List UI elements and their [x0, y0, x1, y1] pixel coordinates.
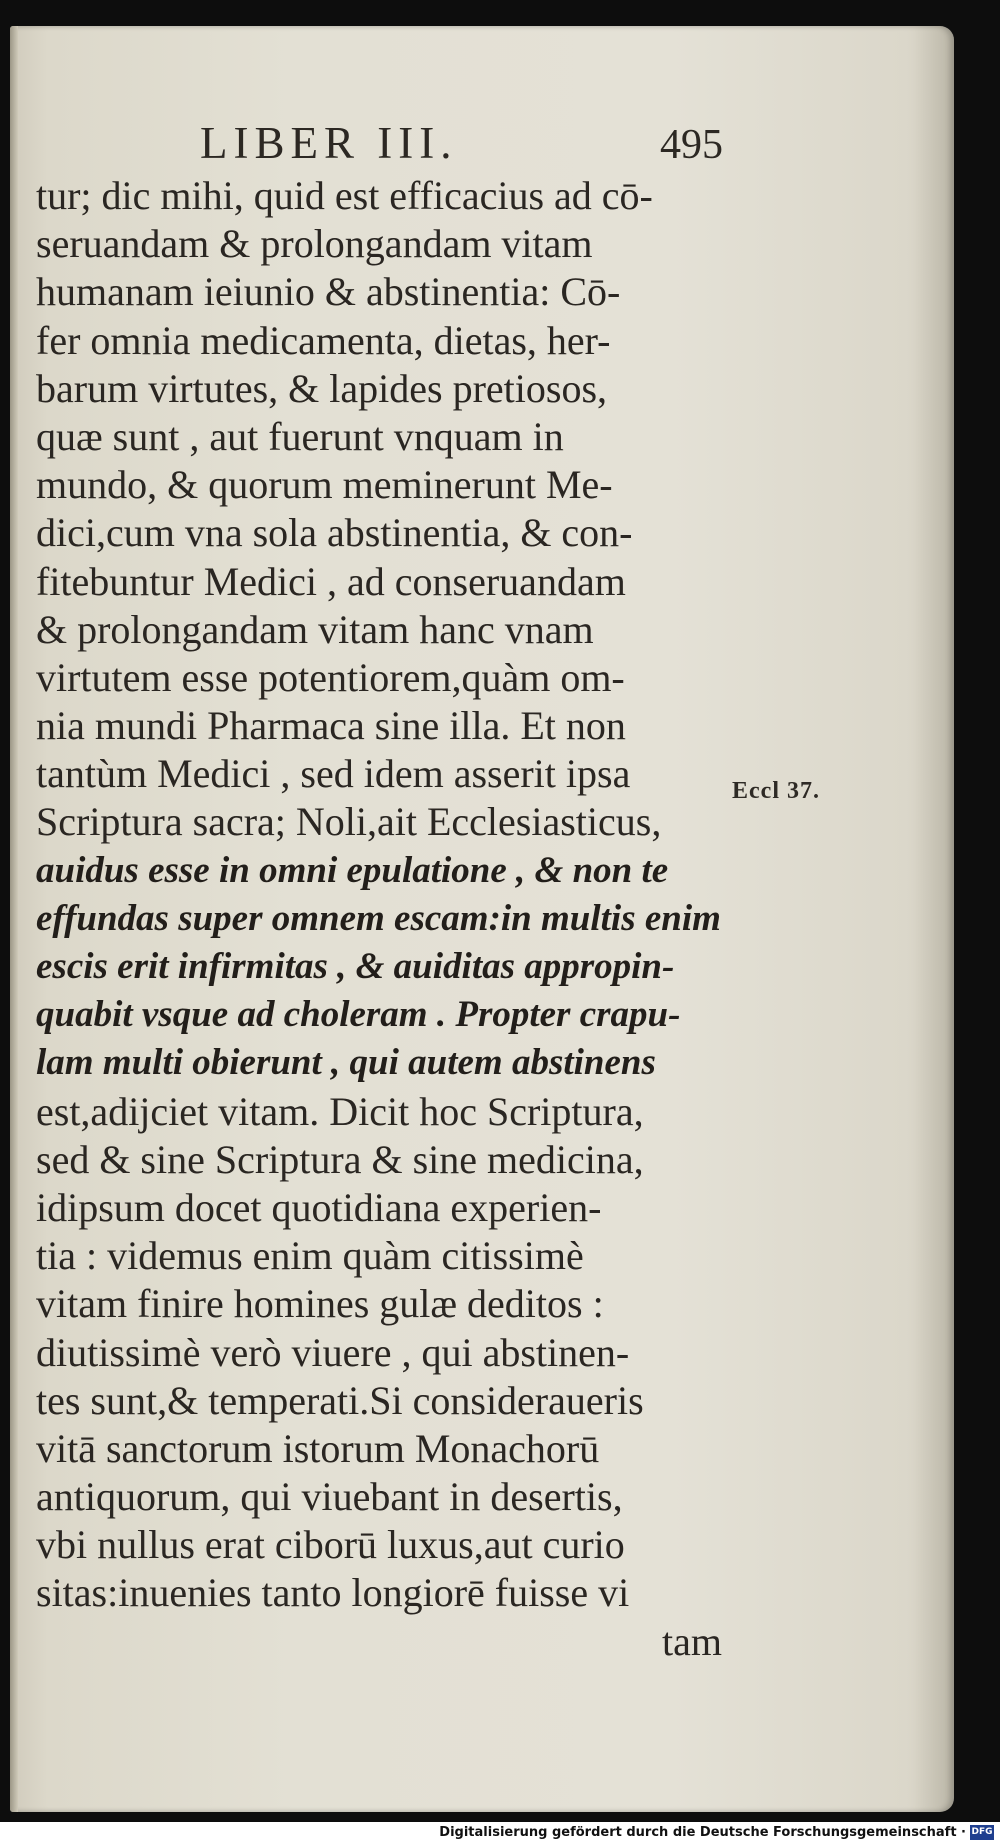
digitization-credit-bar — [0, 1822, 1000, 1844]
text-line: antiquorum, qui viuebant in desertis, — [36, 1474, 623, 1520]
body-text — [36, 172, 726, 1666]
text-line: vbi nullus erat ciborū luxus,aut curio — [36, 1522, 625, 1568]
page-number: 495 — [660, 122, 723, 168]
text-line: sed & sine Scriptura & sine medicina, — [36, 1136, 644, 1182]
text-line: dici,cum vna sola abstinentia, & con- — [36, 510, 633, 556]
text-line: mundo, & quorum meminerunt Me- — [36, 462, 613, 508]
text-line: quæ sunt , aut fuerunt vnquam in — [36, 413, 564, 459]
text-line: fer omnia medicamenta, dietas, her- — [36, 317, 611, 363]
text-line: humanam ieiunio & abstinentia: Cō- — [36, 269, 621, 315]
text-line: effundas super omnem escam:in multis enim — [36, 897, 721, 939]
text-line: vitā sanctorum istorum Monachorū — [36, 1425, 600, 1471]
text-line: idipsum docet quotidiana experien- — [36, 1184, 602, 1230]
text-line: tia : videmus enim quàm citissimè — [36, 1233, 584, 1279]
text-line: est,adijciet vitam. Dicit hoc Scriptura, — [36, 1088, 644, 1134]
text-line: Scriptura sacra; Noli,ait Ecclesiasticus, — [36, 799, 662, 845]
text-line: nia mundi Pharmaca sine illa. Et non — [36, 703, 626, 749]
text-line: virtutem esse potentiorem,quàm om- — [36, 654, 625, 700]
text-line: & prolongandam vitam hanc vnam — [36, 606, 594, 652]
text-line: quabit vsque ad choleram . Propter crapu- — [36, 994, 681, 1036]
text-line: vitam finire homines gulæ deditos : — [36, 1281, 604, 1327]
text-line: auidus esse in omni epulatione , & non te — [36, 849, 669, 891]
text-line: sitas:inuenies tanto longiorē fuisse vi — [36, 1570, 630, 1616]
text-line: tes sunt,& temperati.Si consideraueris — [36, 1377, 644, 1423]
text-line: escis erit infirmitas , & auiditas appropin- — [36, 946, 675, 987]
text-line: fitebuntur Medici , ad conseruandam — [36, 558, 626, 604]
book-page — [10, 26, 954, 1812]
text-line: tantùm Medici , sed idem asserit ipsa — [36, 751, 631, 797]
page-gutter-edge — [10, 26, 18, 1812]
text-line: tur; dic mihi, quid est efficacius ad cō- — [36, 173, 653, 218]
dfg-logo-icon: DFG — [970, 1825, 994, 1840]
text-line: lam multi obierunt , qui autem abstinens — [36, 1042, 656, 1084]
digitization-credit: Digitalisierung gefördert durch die Deutsche Forschungsgemeinschaft · — [439, 1825, 966, 1840]
page-header — [10, 118, 954, 168]
text-line: seruandam & prolongandam vitam — [36, 221, 593, 267]
marginal-note: Eccl 37. — [732, 778, 820, 804]
text-line: diutissimè verò viuere , qui abstinen- — [36, 1329, 630, 1375]
text-line: barum virtutes, & lapides pretiosos, — [36, 365, 608, 411]
text-line: tam — [662, 1618, 722, 1664]
page-shadow — [914, 26, 954, 1812]
running-title: LIBER III. — [200, 118, 458, 168]
